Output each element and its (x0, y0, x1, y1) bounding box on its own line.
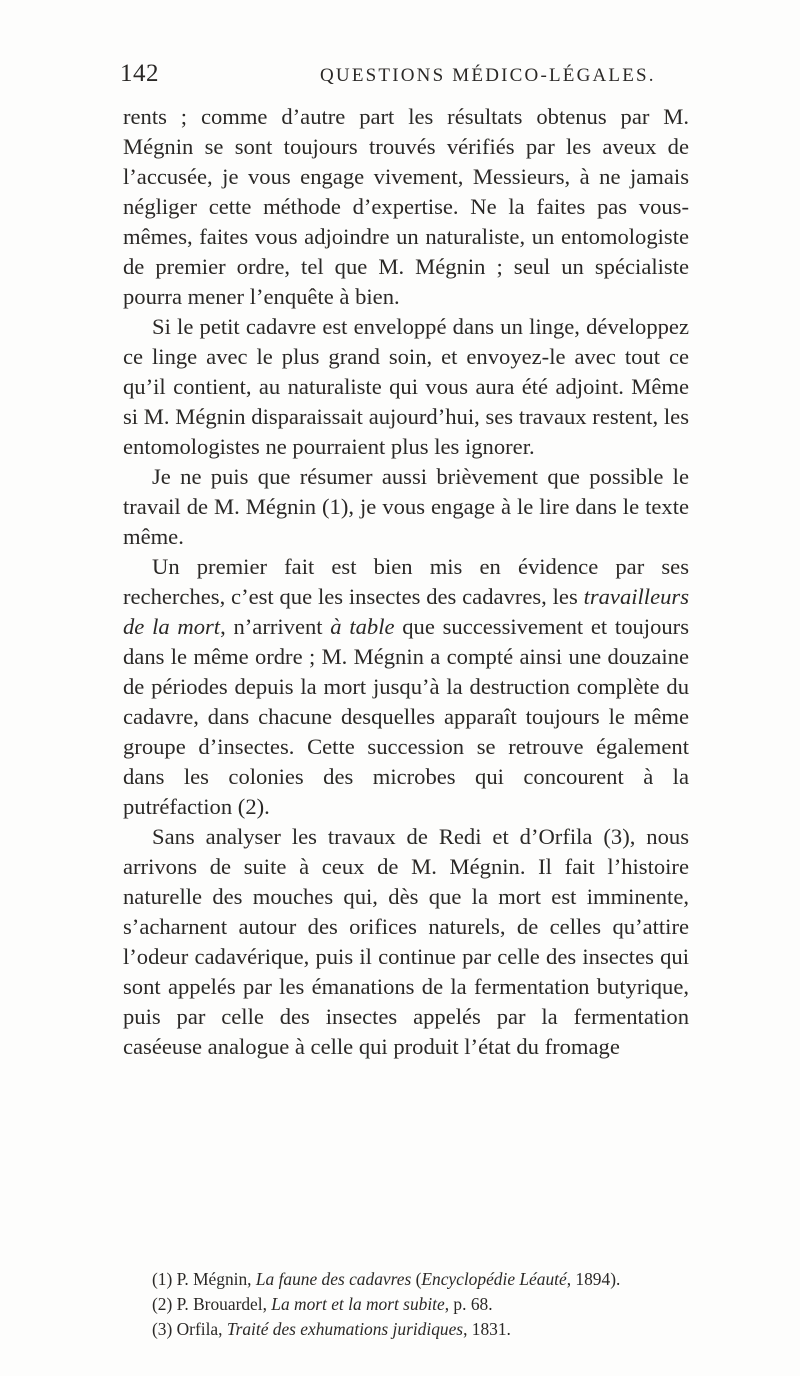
italic-text: La mort et la mort subite (271, 1294, 445, 1314)
text-run: , p. 68. (444, 1294, 493, 1314)
text-run: rents ; comme d’autre part les résultats obtenus par M. Mégnin se sont toujours trouvés vérifiés par les aveux de l’accusée, je vous engage vivement, Messieurs, à ne jamais négliger cette méthode d’expertise. Ne la faites pas vous-mêmes, faites vous adjoindre un naturaliste, un entomologiste de premier ordre, tel que M. Mégnin ; seul un spécialiste pourra mener l’enquête à bien. (123, 104, 689, 309)
italic-text: La faune des cadavres (255, 1269, 412, 1289)
text-run: ( (411, 1269, 422, 1289)
footnotes (126, 1267, 692, 1342)
text-run: (2) P. Brouardel, (152, 1294, 272, 1314)
text-run: Je ne puis que résumer aussi brièvement que possible le travail de M. Mégnin (1), je vous engage à le lire dans le texte même. (123, 464, 689, 549)
text-run: , n’arrivent (220, 614, 331, 639)
text-run: , 1894). (566, 1269, 621, 1289)
footnote (126, 1317, 692, 1342)
text-run: Si le petit cadavre est enveloppé dans un linge, développez ce linge avec le plus grand soin, et envoyez-le avec tout ce qu’il contient, au naturaliste qui vous aura été adjoint. Même si M. Mégnin disparaissait aujourd’hui, ses travaux restent, les entomologistes ne pourraient plus les ignorer. (123, 314, 689, 459)
footnote (126, 1267, 692, 1292)
paragraph (123, 102, 689, 312)
page-header (120, 60, 680, 100)
text-run: , 1831. (463, 1319, 511, 1339)
body-text (123, 102, 689, 1062)
page-number: 142 (120, 60, 159, 87)
italic-text: travailleurs de la mort (123, 584, 689, 639)
running-head: QUESTIONS MÉDICO-LÉGALES. (320, 65, 656, 86)
paragraph (123, 552, 689, 822)
footnote (126, 1292, 692, 1317)
text-run: que successivement et toujours dans le même ordre ; M. Mégnin a compté ainsi une douzaine de périodes depuis la mort jusqu’à la destruction complète du cadavre, dans chacune desquelles apparaît toujours le même groupe d’insectes. Cette succession se retrouve également dans les colonies des microbes qui concourent à la putréfaction (2). (123, 614, 689, 819)
paragraph (123, 312, 689, 462)
italic-text: Encyclopédie Léauté (421, 1269, 567, 1289)
text-run: Sans analyser les travaux de Redi et d’Orfila (3), nous arrivons de suite à ceux de M. Mégnin. Il fait l’histoire naturelle des mouches qui, dès que la mort est imminente, s’acharnent autour des orifices naturels, de celles qu’attire l’odeur cadavérique, puis il continue par celle des insectes qui sont appelés par les émanations de la fermentation butyrique, puis par celle des insectes appelés par la fermentation caséeuse analogue à celle qui produit l’état du fromage (123, 824, 689, 1059)
paragraph (123, 822, 689, 1062)
paragraph (123, 462, 689, 552)
text-run: (1) P. Mégnin, (152, 1269, 256, 1289)
italic-text: à table (330, 614, 395, 639)
italic-text: Traité des exhumations juridiques (226, 1319, 464, 1339)
text-run: Un premier fait est bien mis en évidence par ses recherches, c’est que les insectes des cadavres, les (123, 554, 689, 609)
text-run: (3) Orfila, (152, 1319, 227, 1339)
